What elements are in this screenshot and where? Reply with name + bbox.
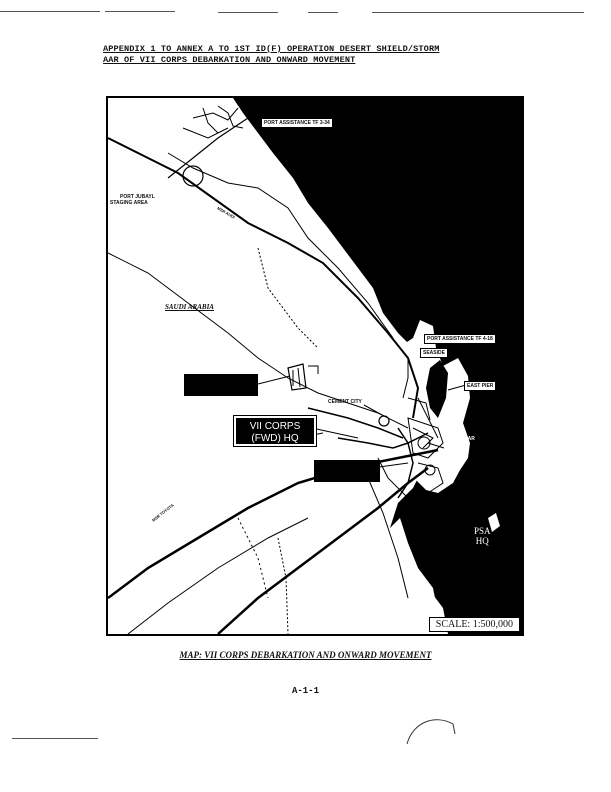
label-port-assistance-1: PORT ASSISTANCE TF 3-34 [261, 118, 333, 128]
label-cement-city: CEMENT CITY [328, 399, 362, 405]
scan-artifact-line [372, 12, 584, 13]
corps-label-line2: (FWD) HQ [251, 433, 299, 444]
scan-artifact-line [308, 12, 338, 13]
pen-mark [395, 708, 465, 758]
page-number: A-1-1 [291, 686, 319, 696]
map-caption: MAP: VII CORPS DEBARKATION AND ONWARD MOVEMENT [179, 650, 432, 660]
corps-label-line1: VII CORPS [249, 421, 301, 432]
scan-artifact-line [218, 12, 278, 13]
label-psa-hq [474, 526, 491, 546]
map [106, 96, 524, 636]
label-khobar-line2: HOUSING [445, 442, 469, 448]
scan-artifact-line [12, 738, 98, 739]
label-seaside: SEASIDE [420, 348, 448, 358]
label-port-assistance-2: PORT ASSISTANCE TF 4-18 [424, 334, 496, 344]
label-khobar [445, 436, 475, 454]
label-psa-line1: PSA [474, 526, 491, 536]
header-line-1: APPENDIX 1 TO ANNEX A TO 1ST ID(F) OPERATION DESERT SHIELD/STORM [103, 44, 440, 54]
scan-artifact-line [105, 11, 175, 12]
label-road-toyota: MSR TOYOTA [150, 502, 175, 523]
map-scale: SCALE: 1:500,000 [429, 617, 520, 632]
label-road-audi: MSR AUDI [216, 205, 236, 220]
label-psa-line2: HQ [475, 536, 489, 546]
label-khobar-line1: AL KHOBAR [445, 436, 475, 442]
label-east-pier: EAST PIER [464, 381, 496, 391]
vii-corps-hq-box [234, 416, 316, 446]
cement-city-marker [379, 416, 389, 426]
redaction-box [314, 460, 380, 482]
label-country: SAUDI ARABIA [165, 303, 214, 311]
redaction-box [184, 374, 258, 396]
header-line-2: AAR OF VII CORPS DEBARKATION AND ONWARD MOVEMENT [103, 55, 356, 65]
scan-artifact-line [0, 11, 100, 12]
label-khobar-line3: AREA [445, 448, 460, 454]
map-drawing [108, 98, 522, 634]
sea [233, 98, 522, 634]
label-port-jubayl: PORT JUBAYL [120, 194, 155, 200]
document-header [103, 44, 543, 66]
label-staging-area: STAGING AREA [110, 200, 148, 206]
